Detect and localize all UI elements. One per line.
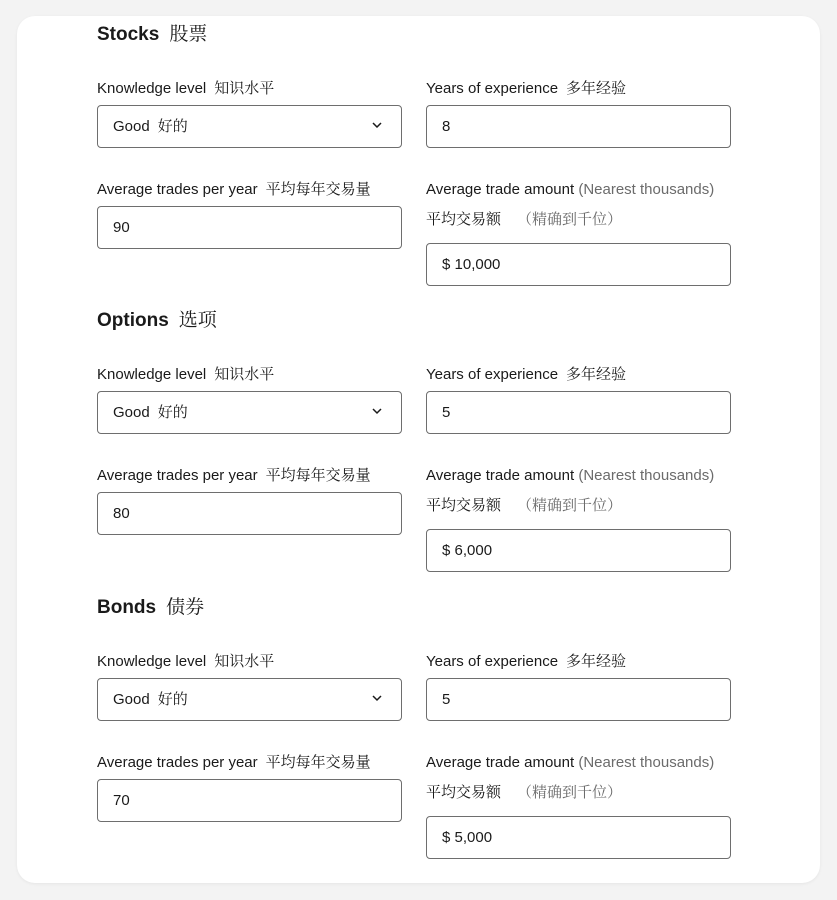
- text: 多年经验: [566, 80, 627, 97]
- text: 平均每年交易量: [265, 467, 371, 484]
- average-trade-amount-input[interactable]: [426, 529, 731, 572]
- text: Good: [113, 404, 150, 421]
- average-trades-label: [97, 467, 371, 485]
- text: 5: [442, 691, 451, 708]
- years-of-experience-label: [426, 366, 626, 384]
- text: 90: [113, 219, 130, 236]
- text: $ 5,000: [442, 829, 493, 846]
- text: 平均交易额: [426, 497, 502, 514]
- text: Average trades per year: [97, 467, 258, 484]
- text: 债券: [166, 597, 205, 618]
- text: 知识水平: [214, 80, 275, 97]
- years-of-experience-label: [426, 80, 626, 98]
- text: 70: [113, 792, 130, 809]
- section-stocks: [97, 24, 733, 294]
- knowledge-level-label: [97, 80, 274, 98]
- text: （精确到千位）: [517, 211, 623, 228]
- knowledge-level-label: [97, 653, 274, 671]
- text: $ 10,000: [442, 256, 501, 273]
- text: 知识水平: [214, 653, 275, 670]
- text: Years of experience: [426, 653, 559, 670]
- knowledge-level-select[interactable]: [97, 678, 402, 721]
- text: 平均交易额: [426, 784, 502, 801]
- average-trades-input[interactable]: [97, 492, 402, 535]
- text: 知识水平: [214, 366, 275, 383]
- average-trade-amount-label: [426, 181, 714, 199]
- text: (Nearest thousands): [578, 181, 715, 198]
- chevron-down-icon: [372, 408, 382, 415]
- text: 5: [442, 404, 451, 421]
- average-trade-amount-label-zh: [426, 497, 622, 515]
- years-of-experience-input[interactable]: [426, 391, 731, 434]
- average-trades-input[interactable]: [97, 779, 402, 822]
- average-trade-amount-label: [426, 754, 714, 772]
- chevron-down-icon: [372, 695, 382, 702]
- text: 平均每年交易量: [265, 181, 371, 198]
- trading-experience-card: [17, 16, 820, 883]
- average-trade-amount-label-zh: [426, 211, 622, 229]
- text: Good: [113, 691, 150, 708]
- text: 多年经验: [566, 653, 627, 670]
- average-trades-label: [97, 181, 371, 199]
- text: Average trades per year: [97, 181, 258, 198]
- text: 股票: [169, 24, 208, 45]
- text: Average trade amount: [426, 467, 575, 484]
- text: （精确到千位）: [517, 497, 623, 514]
- text: 好的: [157, 118, 188, 135]
- text: Years of experience: [426, 80, 559, 97]
- section-title: [97, 24, 207, 46]
- knowledge-level-select[interactable]: [97, 105, 402, 148]
- text: 好的: [157, 404, 188, 421]
- text: 平均每年交易量: [265, 754, 371, 771]
- text: 8: [442, 118, 451, 135]
- text: Knowledge level: [97, 366, 207, 383]
- text: $ 6,000: [442, 542, 493, 559]
- chevron-down-icon: [372, 122, 382, 129]
- text: Knowledge level: [97, 653, 207, 670]
- text: Average trade amount: [426, 181, 575, 198]
- text: （精确到千位）: [517, 784, 623, 801]
- average-trades-label: [97, 754, 371, 772]
- text: (Nearest thousands): [578, 467, 715, 484]
- text: Options: [97, 310, 169, 331]
- knowledge-level-label: [97, 366, 274, 384]
- knowledge-level-select[interactable]: [97, 391, 402, 434]
- section-title: [97, 597, 204, 619]
- text: 选项: [178, 310, 217, 331]
- text: Stocks: [97, 24, 160, 45]
- average-trade-amount-input[interactable]: [426, 816, 731, 859]
- average-trade-amount-input[interactable]: [426, 243, 731, 286]
- years-of-experience-input[interactable]: [426, 678, 731, 721]
- average-trade-amount-label-zh: [426, 784, 622, 802]
- text: 多年经验: [566, 366, 627, 383]
- years-of-experience-input[interactable]: [426, 105, 731, 148]
- text: Years of experience: [426, 366, 559, 383]
- text: Good: [113, 118, 150, 135]
- text: Average trade amount: [426, 754, 575, 771]
- years-of-experience-label: [426, 653, 626, 671]
- text: (Nearest thousands): [578, 754, 715, 771]
- average-trade-amount-label: [426, 467, 714, 485]
- text: Average trades per year: [97, 754, 258, 771]
- section-bonds: [97, 597, 733, 867]
- text: 好的: [157, 691, 188, 708]
- text: Bonds: [97, 597, 157, 618]
- text: Knowledge level: [97, 80, 207, 97]
- section-title: [97, 310, 217, 332]
- section-options: [97, 310, 733, 580]
- average-trades-input[interactable]: [97, 206, 402, 249]
- text: 80: [113, 505, 130, 522]
- text: 平均交易额: [426, 211, 502, 228]
